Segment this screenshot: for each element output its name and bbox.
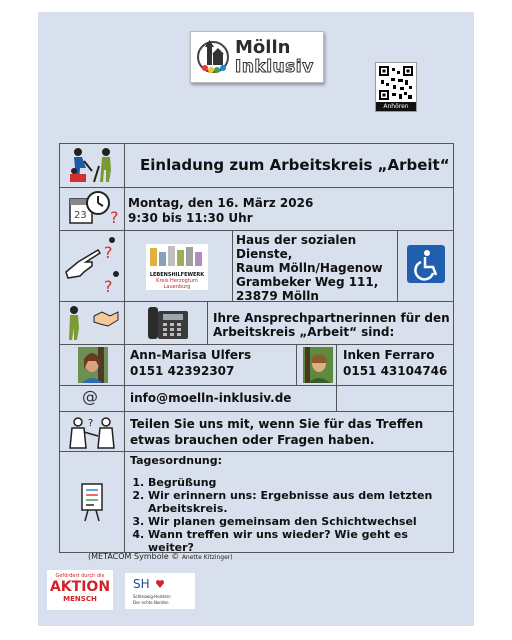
calendar-clock-icon [68,189,122,229]
row-divider [60,385,453,386]
column-divider [232,230,233,301]
flipchart-icon [80,482,104,522]
qr-code[interactable] [375,62,417,112]
event-date: Montag, den 16. März 2026 [128,196,314,210]
qr-code-icon [379,66,413,100]
calendar-day-number: 23 [74,210,87,221]
location-line: Haus der sozialen [236,233,357,247]
email-address[interactable]: info@moelln-inklusiv.de [130,391,292,405]
at-sign-icon: @ [82,387,98,406]
agenda-item: 2. Wir erinnern uns: Ergebnisse aus dem letzten Arbeitskreis. [148,489,452,515]
row-divider [60,230,453,231]
metacom-credit-author: Anette Kitzinger) [181,554,233,561]
column-divider [397,230,398,301]
wheelchair-accessible-icon [407,245,445,283]
column-divider [296,344,297,385]
talking-people-icon [68,414,118,450]
column-divider [124,144,125,552]
contact-phone[interactable]: 0151 43104746 [343,364,448,378]
person-photo-icon [303,347,333,383]
schleswig-holstein-logo [125,573,195,609]
aktion-mensch-logo [47,570,113,610]
row-divider [60,187,453,188]
work-people-icon [66,146,120,186]
location-line: Raum Mölln/Hagenow [236,261,383,275]
aktion-mensch-main: AKTION [49,579,111,595]
lebenshilfewerk-logo [146,244,208,290]
contact-photo-ulfers [78,347,108,383]
row-divider [60,344,453,345]
column-divider [207,301,208,344]
svg-text:?: ? [110,208,119,227]
org-logo-line2: Kreis Herzogtum [156,278,198,284]
page-title: Einladung zum Arbeitskreis „Arbeit“ [140,156,450,174]
svg-text:?: ? [104,243,113,262]
column-divider [336,344,337,411]
agenda-item: 1. Begrüßung [148,476,452,489]
needs-line: etwas brauchen oder Fragen haben. [130,433,375,447]
agenda-item: 3. Wir planen gemeinsam den Schichtwechsel [148,515,452,528]
location-line: 23879 Mölln [236,289,319,303]
person-photo-icon [78,347,108,383]
svg-text:?: ? [88,418,94,429]
contact-name: Ann-Marisa Ulfers [130,348,252,362]
contact-name: Inken Ferraro [343,348,435,362]
agenda-heading: Tagesordnung: [130,454,223,467]
agenda-item: 4. Wann treffen wir uns wieder? Wie geht es weiter? [148,528,452,554]
sh-logo-line1: Schleswig-Holstein [133,594,171,599]
moelln-inklusiv-logo [190,31,324,83]
needs-line: Teilen Sie uns mit, wenn Sie für das Treffen [130,417,424,431]
contact-phone[interactable]: 0151 42392307 [130,364,235,378]
org-logo-line3: Lauenburg [163,284,191,290]
logo-subtitle: Inklusiv [235,57,314,77]
qr-label: Anhören [376,102,416,111]
contact-photo-ferraro [303,347,333,383]
location-line: Grambeker Weg 111, [236,275,379,289]
aktion-mensch-sub: MENSCH [63,595,97,603]
logo-title: Mölln [235,37,291,58]
desk-phone-icon [146,305,190,341]
svg-text:?: ? [104,277,113,296]
agenda-list [130,476,452,554]
pointing-location-icon [64,236,120,296]
event-time: 9:30 bis 11:30 Uhr [128,211,253,225]
lebenshilfewerk-logo-icon [146,244,208,268]
church-house-logo-icon [197,37,229,75]
sh-logo-main: SH [133,577,150,591]
sh-heart-icon [155,579,165,589]
contacts-intro-line: Ihre Ansprechpartnerinnen für den [213,311,450,325]
contacts-intro-line: Arbeitskreis „Arbeit“ sind: [213,325,395,339]
row-divider [60,451,453,452]
info-table [59,143,454,553]
aktion-mensch-tagline: Gefördert durch die [55,573,105,579]
row-divider [60,411,453,412]
location-line: Dienste, [236,247,293,261]
metacom-credit [88,552,233,561]
metacom-credit-main: (METACOM Symbole © [88,552,180,561]
handshake-people-icon [64,304,122,342]
org-logo-line1: LEBENSHILFEWERK [149,272,205,278]
sh-logo-line2: Der echte Norden [133,600,169,605]
